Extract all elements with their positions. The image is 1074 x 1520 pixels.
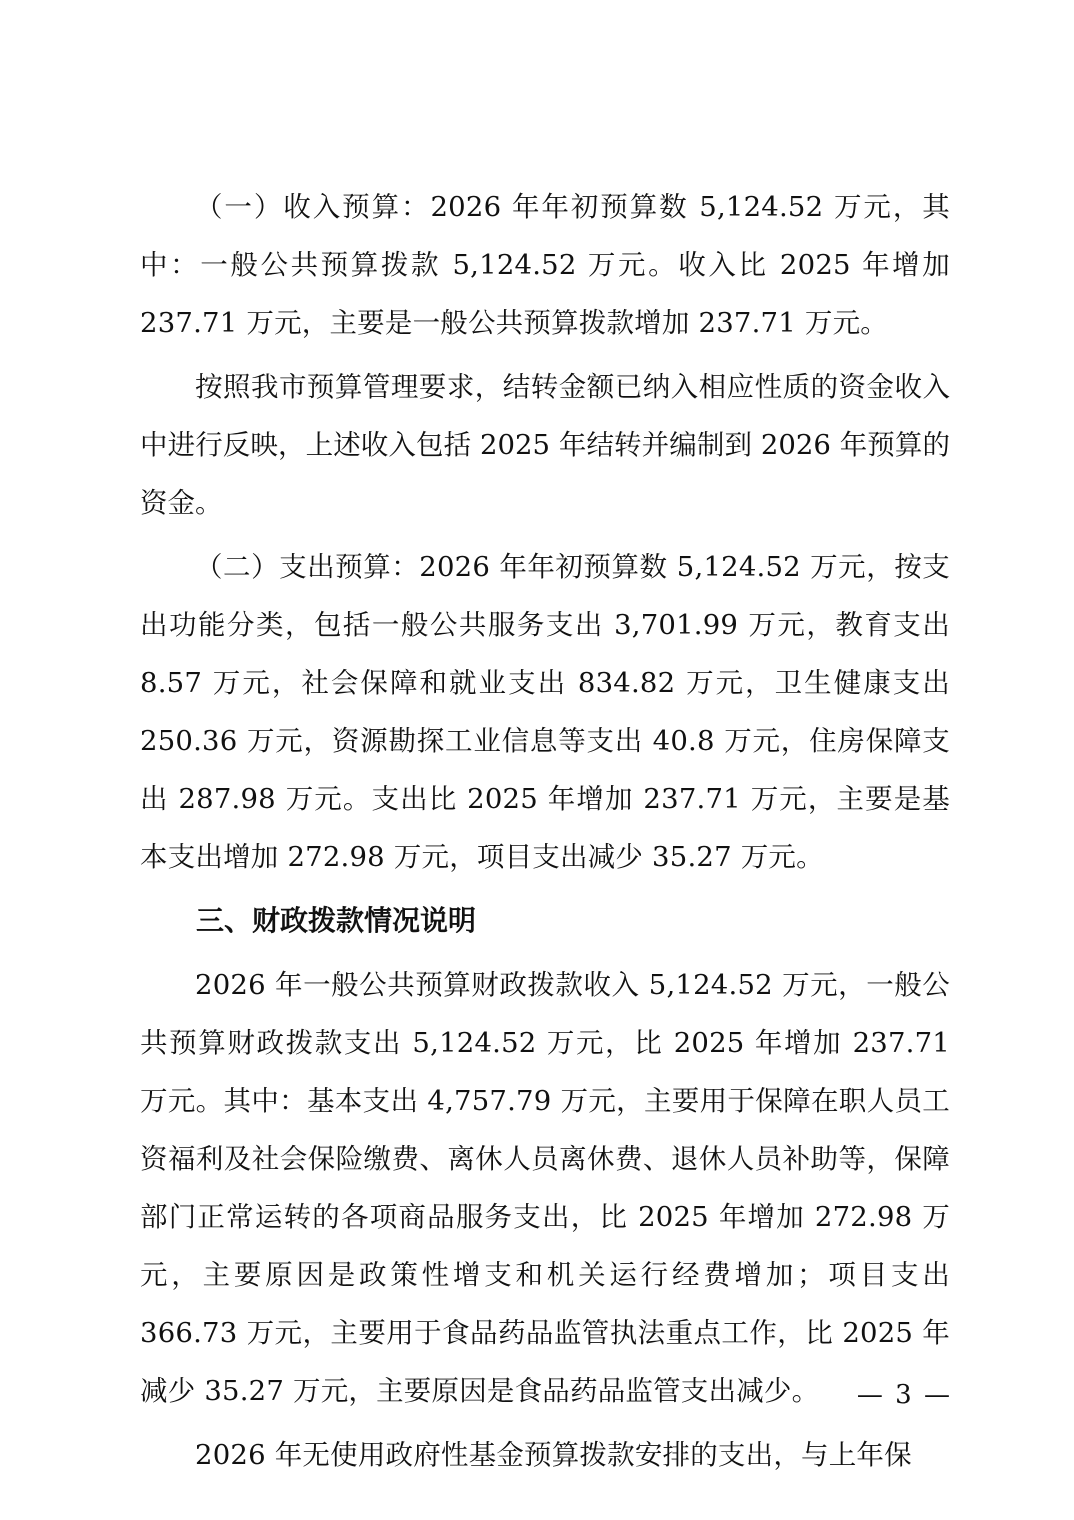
section-heading-fiscal-appropriation: 三、财政拨款情况说明 [196,904,477,937]
paragraph-government-fund: 2026 年无使用政府性基金预算拨款安排的支出，与上年保 [195,1439,912,1471]
paragraph-expenditure-budget: （二）支出预算：2026 年年初预算数 5,124.52 万元，按支出功能分类，包括一般公共服务支出 3,701.99 万元，教育支出 8.57 万元，社会保障和就业支出 834.82 万元，卫生健康支出 250.36 万元，资源勘探工业信息等支出 40.8 万元，住房保障支出 287.98 万元。支出比 2025 年增加 237.71 万元，主要是基本支出增加 272.98 万元，项目支出减少 35.27 万元。 [140,551,950,873]
paragraph-income-budget: （一）收入预算：2026 年年初预算数 5,124.52 万元，其中：一般公共预算拨款 5,124.52 万元。收入比 2025 年增加 237.71 万元，主要是一般公共预算拨款增加 237.71 万元。 [140,191,950,339]
paragraph-carryover-note: 按照我市预算管理要求，结转金额已纳入相应性质的资金收入中进行反映，上述收入包括 2025 年结转并编制到 2026 年预算的资金。 [140,371,950,519]
page-number: — 3 — [856,1380,952,1410]
paragraph-fiscal-appropriation: 2026 年一般公共预算财政拨款收入 5,124.52 万元，一般公共预算财政拨款支出 5,124.52 万元，比 2025 年增加 237.71 万元。其中：基本支出 4,757.79 万元，主要用于保障在职人员工资福利及社会保险缴费、离休人员离休费、退休人员补助等，保障部门正常运转的各项商品服务支出，比 2025 年增加 272.98 万元，主要原因是政策性增支和机关运行经费增加；项目支出 366.73 万元，主要用于食品药品监管执法重点工作，比 2025 年减少 35.27 万元，主要原因是食品药品监管支出减少。 [140,969,950,1407]
page-body [140,178,950,1490]
